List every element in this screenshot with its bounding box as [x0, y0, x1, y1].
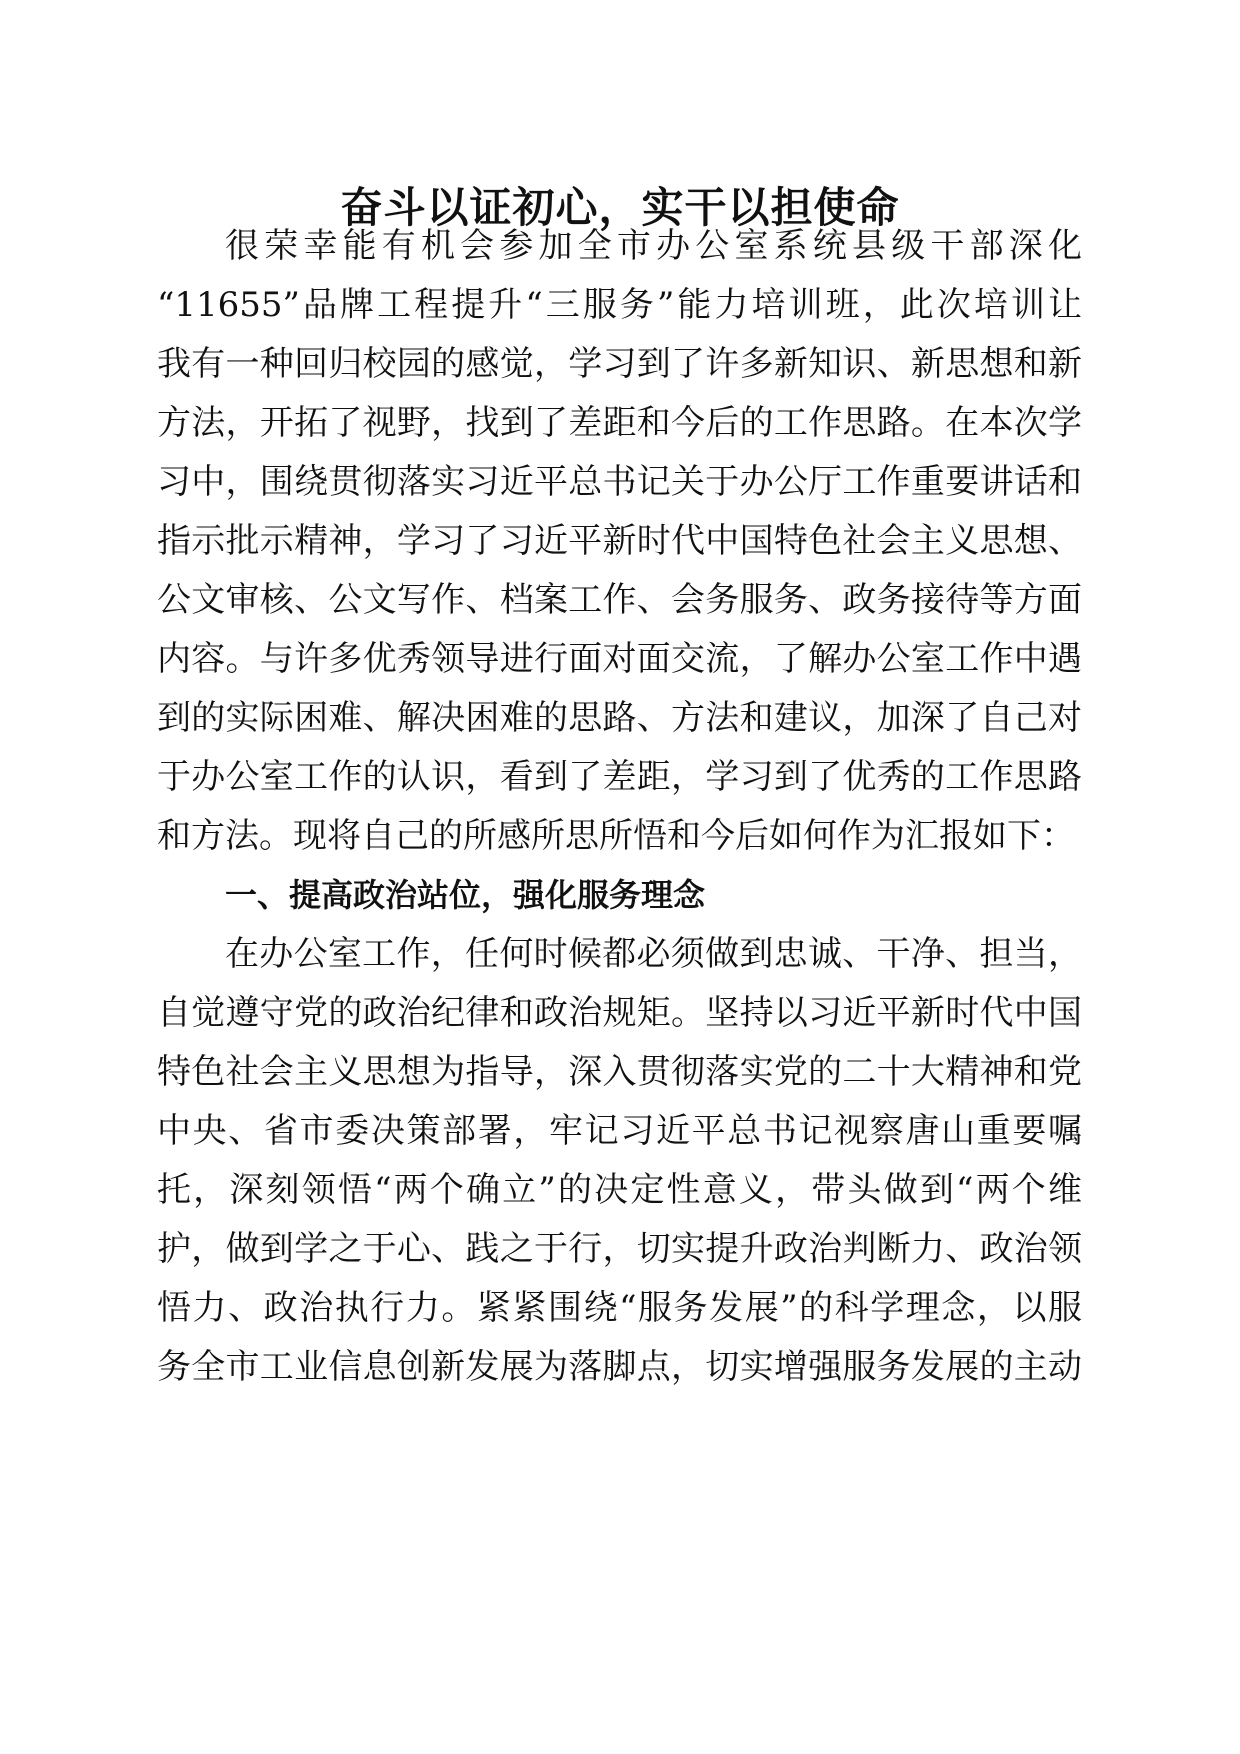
section-1-line-8: 务全市工业信息创新发展为落脚点，切实增强服务发展的主动 [157, 1347, 1082, 1387]
section-1-line-2: 自觉遵守党的政治纪律和政治规矩。坚持以习近平新时代中国 [157, 993, 1082, 1033]
paragraph-1-line-3: 我有一种回归校园的感觉，学习到了许多新知识、新思想和新 [157, 344, 1082, 384]
paragraph-1-line-4: 方法，开拓了视野，找到了差距和今后的工作思路。在本次学 [157, 403, 1082, 443]
section-1-line-4: 中央、省市委决策部署，牢记习近平总书记视察唐山重要嘱 [157, 1111, 1082, 1151]
paragraph-1-line-11: 和方法。现将自己的所感所思所悟和今后如何作为汇报如下： [157, 816, 1075, 856]
section-1-line-5: 托，深刻领悟“两个确立”的决定性意义，带头做到“两个维 [157, 1170, 1082, 1210]
section-1-line-3: 特色社会主义思想为指导，深入贯彻落实党的二十大精神和党 [157, 1052, 1082, 1092]
section-1-line-1: 在办公室工作，任何时候都必须做到忠诚、干净、担当， [225, 934, 1082, 974]
paragraph-1-line-2: “11655”品牌工程提升“三服务”能力培训班，此次培训让 [157, 285, 1082, 325]
paragraph-1-line-8: 内容。与许多优秀领导进行面对面交流，了解办公室工作中遇 [157, 639, 1082, 679]
paragraph-1-line-1: 很荣幸能有机会参加全市办公室系统县级干部深化 [225, 226, 1082, 266]
paragraph-1-line-7: 公文审核、公文写作、档案工作、会务服务、政务接待等方面 [157, 580, 1082, 620]
document-title: 奋斗以证初心，实干以担使命 [340, 183, 900, 232]
section-1-line-6: 护，做到学之于心、践之于行，切实提升政治判断力、政治领 [157, 1229, 1082, 1269]
paragraph-1-line-5: 习中，围绕贯彻落实习近平总书记关于办公厅工作重要讲话和 [157, 462, 1082, 502]
section-1-heading: 一、提高政治站位，强化服务理念 [225, 876, 706, 914]
paragraph-1-line-6: 指示批示精神，学习了习近平新时代中国特色社会主义思想、 [157, 521, 1082, 561]
paragraph-1-line-9: 到的实际困难、解决困难的思路、方法和建议，加深了自己对 [157, 698, 1082, 738]
paragraph-1-line-10: 于办公室工作的认识，看到了差距，学习到了优秀的工作思路 [157, 757, 1082, 797]
section-1-line-7: 悟力、政治执行力。紧紧围绕“服务发展”的科学理念，以服 [157, 1288, 1082, 1328]
